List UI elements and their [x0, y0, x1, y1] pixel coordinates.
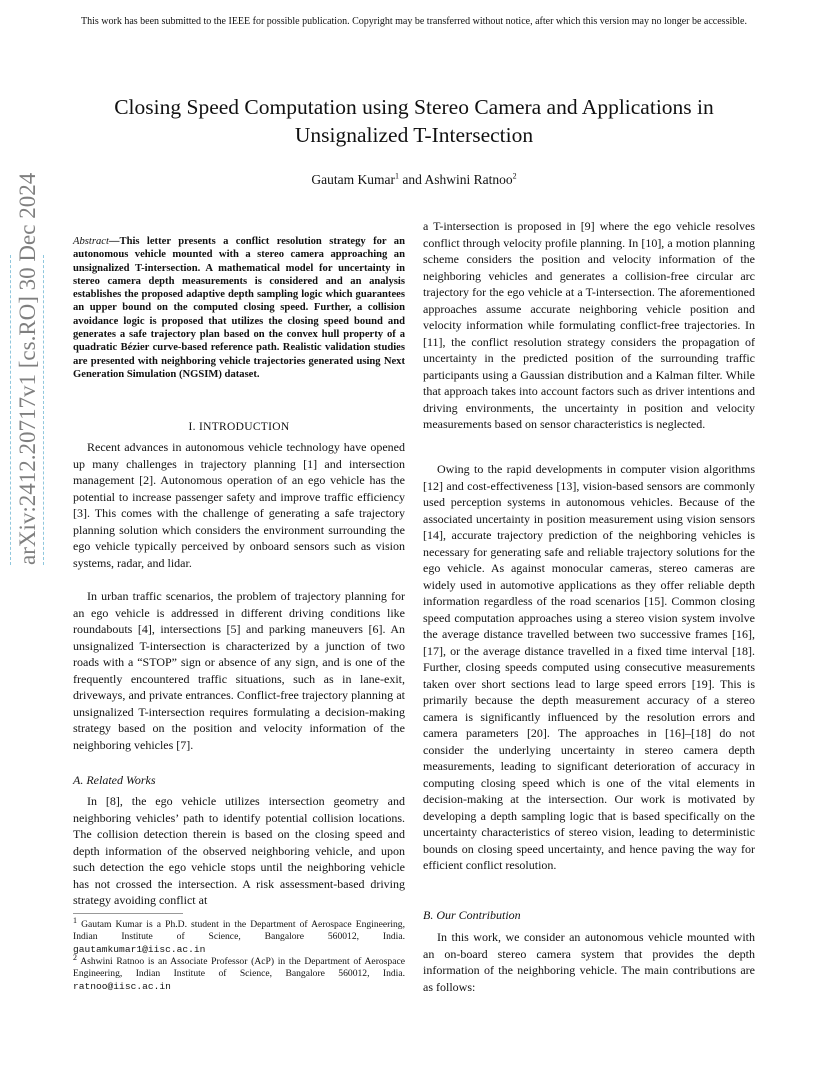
abstract-label: Abstract: [73, 236, 109, 247]
subsection-heading-contribution: B. Our Contribution: [423, 908, 521, 922]
copyright-notice: This work has been submitted to the IEEE for possible publication. Copyright may be transferred without notice, after which this version may no longer be accessible.: [81, 16, 747, 27]
section-heading-introduction: I. INTRODUCTION: [188, 421, 290, 433]
footnote-1-mark: 1: [73, 915, 77, 925]
right-paragraph-1: a T-intersection is proposed in [9] where the ego vehicle resolves conflict through velocity profile planning. In [10], a motion planning scheme considers the position and velocity information of the neighboring vehicles and generates a collision-free circular arc trajectory for the ego vehicle at a T-intersection. The aforementioned approaches assume accurate neighboring vehicle position and velocity information while formulating conflict-free trajectories. In [11], the conflict resolution strategy considers the propagation of uncertainty in the predicted position of the surrounding traffic participants using a Gaussian distribution and a Kalman filter. While that approach takes into account factors such as driver intentions and driving environments, the uncertainty in position and velocity measurements based on sensor characteristics is neglected.: [423, 219, 755, 431]
footnote-2-email[interactable]: ratnoo@iisc.ac.in: [73, 980, 171, 992]
arxiv-stamp: arXiv:2412.20717v1 [cs.RO] 30 Dec 2024: [10, 255, 44, 565]
related-works-paragraph: In [8], the ego vehicle utilizes intersection geometry and neighboring vehicles’ path to identify potential collision locations. The collision detection therein is based on the closing speed and depth information of the observed neighboring vehicle, and upon such detection the ego vehicle stops until the neighboring vehicle has not crossed the intersection. A risk assessment-based driving strategy avoiding conflict at: [73, 794, 405, 907]
abstract: [73, 235, 405, 381]
right-paragraph-2: Owing to the rapid developments in computer vision algorithms [12] and cost-effectiveness [13], vision-based sensors are commonly used perception systems in autonomous vehicles. Because of the associated uncertainty in position measurement using vision sensors [14], accurate trajectory prediction of the neighboring vehicles is necessary for generating safe and reliable trajectory solutions for the ego vehicle. As against monocular cameras, stereo cameras are widely used in automotive applications as they offer reliable depth information regardless of the road scenarios [15]. Common closing speed computation approaches using a stereo vision system involve the average distance travelled between two successive frames [16], [17], or the average distance travelled in a fixed time interval [18]. Further, closing speeds computed using consecutive measurements taken over short sections lead to large speed errors [19]. This is primarily because the depth measurement accuracy of a stereo camera is significantly influenced by the resolution errors and camera parameters [20]. The approaches in [16]–[18] do not consider the underlying uncertainty in stereo camera depth measurements, leading to significant deterioration of accuracy in computing closing speed which is one of the vital elements in decision-making at the intersection. Our work is motivated by developing a depth sampling logic that is based specifically on the uncertainty characteristics of stereo vision, leading to deterministic bounds on closing speed uncertainty, and hence paving the way for efficient conflict resolution.: [423, 462, 755, 872]
author-1: Gautam Kumar: [311, 172, 395, 187]
footnote-1-email[interactable]: gautamkumar1@iisc.ac.in: [73, 943, 206, 955]
footnote-2-text: Ashwini Ratnoo is an Associate Professor (AcP) in the Department of Aerospace Engineering, Indian Institute of Science, Bangalore 560012, India.: [73, 956, 405, 980]
footnote-rule: [73, 913, 183, 914]
intro-paragraph-2: In urban traffic scenarios, the problem of trajectory planning for an ego vehicle is addressed in different driving conditions like roundabouts [4], intersections [5] and parking maneuvers [6]. An unsignalized T-intersection is characterized by a junction of two roads with a “STOP” sign or absence of any sign, and is one of the frequently encountered traffic situations, such as in lane-exit, driveways, and private entrances. Conflict-free trajectory planning at unsignalized T-intersection requires formulating a decision-making strategy based on the position and velocity information of the neighboring vehicles [7].: [73, 589, 405, 752]
footnote-1: [73, 915, 405, 956]
author-and: and: [398, 172, 425, 187]
author-2: Ashwini Ratnoo: [424, 172, 513, 187]
footnote-2: [73, 952, 405, 993]
subsection-heading-related-works: A. Related Works: [73, 773, 156, 787]
paper-title: [60, 93, 768, 149]
intro-paragraph-1: Recent advances in autonomous vehicle technology have opened up many challenges in trajectory planning [1] and intersection management [2]. Autonomous operation of an ego vehicle has the potential to increase passenger safety and improve traffic efficiency [3]. This comes with the challenge of generating a safe trajectory planning solution which considers the environment surrounding the ego vehicle typically perceived by onboard sensors such as vision systems, radar, and lidar.: [73, 440, 405, 570]
author-1-affil: 1: [394, 171, 399, 181]
footnote-1-text: Gautam Kumar is a Ph.D. student in the Department of Aerospace Engineering, Indian Institute of Science, Bangalore 560012, India.: [73, 919, 405, 943]
footnote-2-mark: 2: [73, 952, 77, 962]
abstract-text: This letter presents a conflict resolution strategy for an autonomous vehicle mounted with a stereo camera approaching an unsignalized T-intersection. A mathematical model for uncertainty in stereo camera depth measurements is considered and an analysis establishes the proposed adaptive depth sampling logic which guarantees an upper bound on the computed closing speed. Further, a collision avoidance logic is proposed that utilizes the closing speed bound and generates a safe trajectory plan based on the convex hull property of a quadratic Bézier curve-based reference path. Realistic validation studies are presented with neighboring vehicle trajectories generated using Next Generation Simulation (NGSIM) dataset.: [73, 236, 405, 380]
author-2-affil: 2: [512, 171, 517, 181]
author-list: [60, 171, 768, 189]
title-line-1: Closing Speed Computation using Stereo Camera and Applications in: [114, 95, 714, 119]
contribution-paragraph: In this work, we consider an autonomous vehicle mounted with an on-board stereo camera system that provides the depth information of the neighboring vehicle. The main contributions are as follows:: [423, 930, 755, 994]
title-line-2: Unsignalized T-Intersection: [294, 123, 534, 147]
abstract-dash: —: [108, 236, 120, 247]
